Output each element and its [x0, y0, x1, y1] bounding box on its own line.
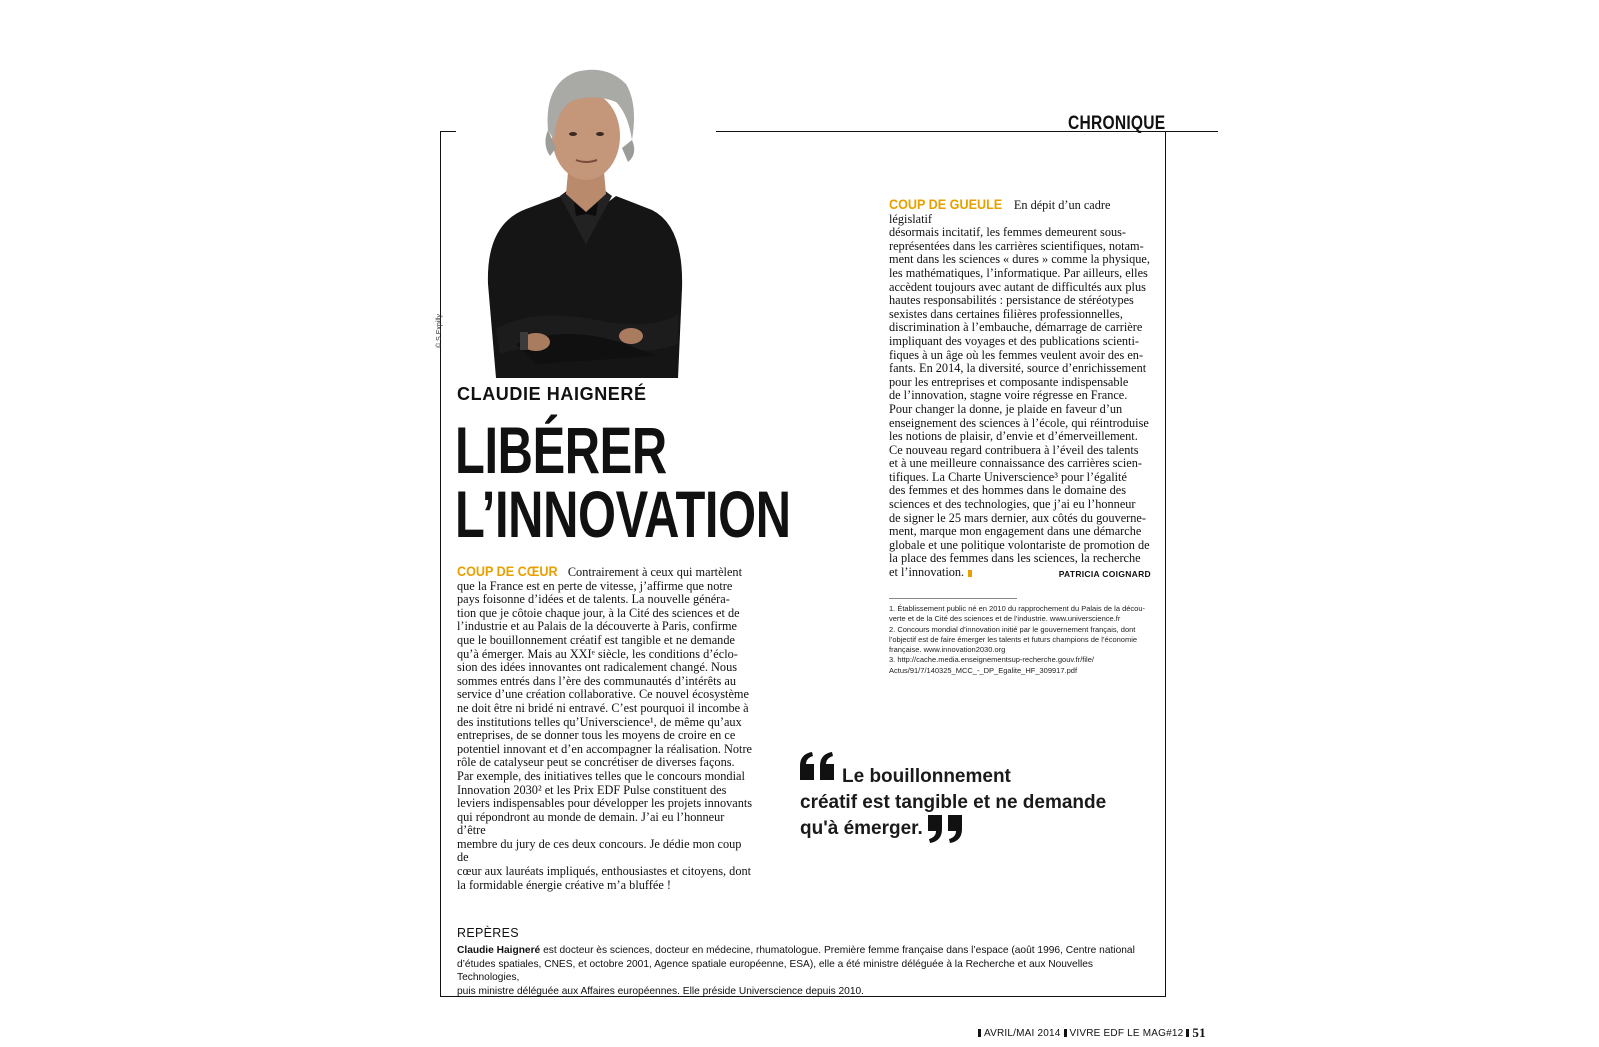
left-line-16: Innovation 2030² et les Prix EDF Pulse constituent des: [457, 782, 727, 797]
left-line-15: Par exemple, des initiatives telles que le concours mondial: [457, 768, 745, 783]
right-line-23: ment, marque mon engagement dans une démarche: [889, 524, 1142, 539]
footnote-line: l’objectif est de faire émerger les talents et futurs champions de l’économie: [889, 634, 1138, 644]
right-line-20: des femmes et des hommes dans le domaine des: [889, 483, 1126, 498]
footnote-line: Actus/91/7/140325_MCC_-_DP_Egalite_HF_309917.pdf: [889, 665, 1078, 675]
footnotes: [889, 604, 1159, 676]
frame-right-rule: [1165, 131, 1166, 996]
right-line-14: Pour changer la donne, je plaide en faveur d’un: [889, 401, 1123, 416]
left-line-17: leviers indispensables pour développer les projets innovants: [457, 796, 753, 811]
right-line-0: En dépit d’un cadre législatif: [889, 198, 1111, 226]
author-photo: [456, 44, 718, 378]
pull-quote-line-3: qu'à émerger.: [800, 818, 923, 839]
pull-quote-line-1: Le bouillonnement: [842, 766, 1011, 787]
close-quote-icon: [928, 815, 964, 850]
left-line-12: entreprises, de se donner tous les moyens de croire en ce: [457, 728, 736, 743]
right-line-21: sciences et des technologies, que j’ai eu l’honneur: [889, 497, 1136, 512]
left-line-4: l’industrie et au Palais de la découverte à Paris, confirme: [457, 619, 737, 634]
headline-line-2: L’INNOVATION: [455, 477, 791, 551]
footnote-divider: [889, 598, 1017, 599]
footnote-line: 1. Établissement public né en 2010 du rapprochement du Palais de la décou-: [889, 604, 1145, 613]
right-line-26: et l’innovation.: [889, 565, 965, 580]
coup-de-coeur-column: [457, 565, 753, 892]
footnote-line: française. www.innovation2030.org: [889, 645, 1006, 655]
right-line-16: les notions de plaisir, d’envie et d’émerveillement.: [889, 429, 1138, 444]
signature: PATRICIA COIGNARD: [1058, 568, 1151, 579]
left-line-0: Contrairement à ceux qui martèlent: [567, 565, 742, 579]
coup-de-gueule-column: [889, 198, 1151, 581]
coup-de-gueule-kicker: COUP DE GUEULE: [889, 196, 1003, 212]
left-line-10: ne doit être ni bridé ni entravé. C’est pourquoi il incombe à: [457, 700, 749, 715]
reperes-title: REPÈRES: [457, 926, 519, 940]
headline: [455, 413, 791, 551]
footnote-line: verte et de la Cité des sciences et de l’industrie. www.universcience.fr: [889, 614, 1121, 624]
left-line-19: membre du jury de ces deux concours. Je dédie mon coup de: [457, 836, 742, 865]
reperes-line-2: puis ministre déléguée aux Affaires européennes. Elle préside Universcience depuis 2010.: [457, 985, 864, 997]
left-line-6: qu’à émerger. Mais au XXIᵉ siècle, les conditions d’éclo-: [457, 646, 738, 661]
reperes-body: [457, 944, 1157, 998]
right-line-8: discrimination à l’embauche, démarrage de carrière: [889, 320, 1143, 335]
right-line-19: tifiques. La Charte Universcience³ pour l’égalité: [889, 469, 1127, 484]
section-label: CHRONIQUE: [1068, 113, 1166, 134]
portrait-illustration: [456, 44, 718, 378]
right-line-7: sexistes dans certaines filières professionnelles,: [889, 306, 1123, 321]
footer-issue: AVRIL/MAI 2014: [984, 1027, 1061, 1039]
left-line-8: sommes entrés dans l’ère des communautés d’intérêts au: [457, 673, 736, 688]
left-line-5: que le bouillonnement créatif est tangible et ne demande: [457, 632, 735, 647]
right-line-9: impliquant des voyages et des publications scienti-: [889, 333, 1139, 348]
photo-credit: © S Expilly: [436, 314, 443, 348]
reperes-name: Claudie Haigneré: [457, 945, 541, 956]
coup-de-coeur-kicker: COUP DE CŒUR: [457, 563, 558, 579]
left-line-7: sion des idées innovantes ont radicalement changé. Nous: [457, 660, 738, 675]
right-line-13: de l’innovation, stagne voire régresse en France.: [889, 388, 1128, 403]
right-line-3: ment dans les sciences « dures » comme la physique,: [889, 252, 1150, 267]
right-line-18: et à une meilleure connaissance des carrières scien-: [889, 456, 1142, 471]
left-line-18: qui répondront au monde de demain. J’ai eu l’honneur d’être: [457, 809, 725, 838]
headline-line-1: LIBÉRER: [455, 413, 667, 487]
footnote-line: 2. Concours mondial d’innovation initié par le gouvernement français, dont: [889, 624, 1136, 634]
right-line-17: Ce nouveau regard contribuera à l’éveil des talents: [889, 442, 1139, 457]
pull-quote-line-2: créatif est tangible et ne demande: [800, 792, 1107, 813]
frame-left-rule: [440, 131, 441, 996]
right-line-12: pour les entreprises et composante indispensable: [889, 374, 1129, 389]
footer-magazine: VIVRE EDF LE MAG#12: [1069, 1027, 1184, 1039]
right-line-22: de signer le 25 mars dernier, aux côtés du gouverne-: [889, 510, 1146, 525]
right-line-10: fiques à un âge où les femmes veulent avoir des en-: [889, 347, 1144, 362]
footer-marker: [1064, 1029, 1067, 1037]
left-line-14: rôle de catalyseur peut se concrétiser de diverses façons.: [457, 755, 735, 770]
left-line-9: service d’une création collaborative. Ce nouvel écosystème: [457, 687, 749, 702]
right-line-1: désormais incitatif, les femmes demeurent sous-: [889, 225, 1126, 240]
right-line-11: fants. En 2014, la diversité, source d’enrichissement: [889, 361, 1147, 376]
reperes-line-0: est docteur ès sciences, docteur en médecine, rhumatologue. Première femme française dans l’espace (août 1996, Centre national: [540, 945, 1135, 956]
right-line-6: hautes responsabilités : persistance de stéréotypes: [889, 293, 1134, 308]
left-line-20: cœur aux lauréats impliqués, enthousiastes et citoyens, dont: [457, 864, 752, 879]
right-line-2: représentées dans les carrières scientifiques, notam-: [889, 238, 1144, 253]
left-line-11: des institutions telles qu’Universcience¹, de même qu’aux: [457, 714, 742, 729]
right-line-25: la place des femmes dans les sciences, la recherche: [889, 551, 1141, 566]
page-number: 51: [1192, 1025, 1206, 1040]
left-line-21: la formidable énergie créative m’a bluffée !: [457, 877, 671, 892]
page-footer: [978, 1025, 1206, 1041]
footer-marker: [978, 1029, 981, 1037]
left-line-1: que la France est en perte de vitesse, j’affirme que notre: [457, 578, 733, 593]
reperes-line-1: d’études spatiales, CNES, et octobre 2001, Agence spatiale européenne, ESA), elle a été ministre déléguée à la Recherche et aux Nouvelles Technologies,: [457, 958, 1093, 984]
frame-top-rule-left: [440, 131, 456, 132]
left-line-13: potentiel innovant et d’en accompagner la réalisation. Notre: [457, 741, 753, 756]
left-line-2: pays foisonne d’idées et de talents. La nouvelle généra-: [457, 592, 730, 607]
right-line-15: enseignement des sciences à l’école, qui réintroduise: [889, 415, 1149, 430]
footnote-line: 3. http://cache.media.enseignementsup-recherche.gouv.fr/file/: [889, 655, 1094, 665]
left-line-3: tion que je côtoie chaque jour, à la Cité des sciences et de: [457, 605, 740, 620]
end-mark: [968, 570, 972, 577]
footer-marker: [1186, 1029, 1189, 1037]
right-line-5: accèdent toujours avec autant de difficultés aux plus: [889, 279, 1146, 294]
right-line-4: les mathématiques, l’informatique. Par ailleurs, elles: [889, 265, 1148, 280]
right-line-24: globale et une politique volontariste de promotion de: [889, 537, 1150, 552]
author-name: CLAUDIE HAIGNERÉ: [457, 384, 647, 404]
